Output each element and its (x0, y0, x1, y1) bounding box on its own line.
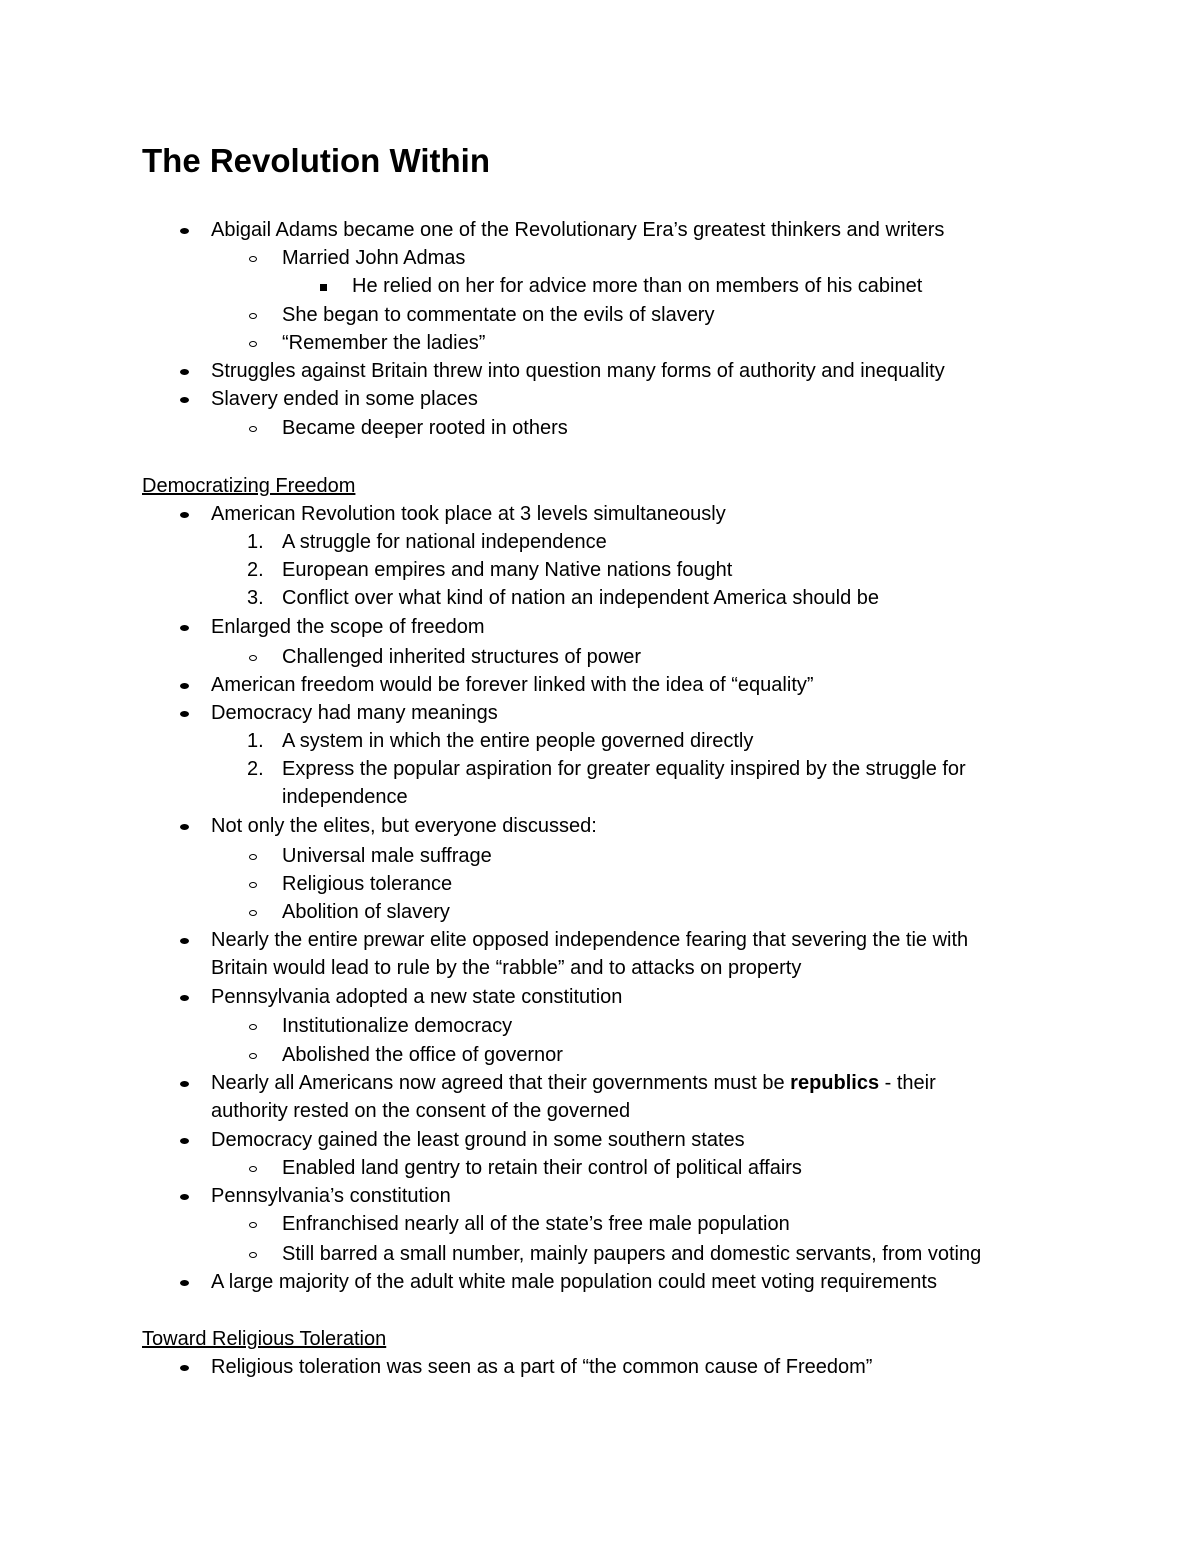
list-item: Religious tolerance (282, 873, 453, 895)
list-item: Pennsylvania adopted a new state constitution (211, 986, 623, 1008)
bullet-circle (249, 854, 257, 860)
list-item: “Remember the ladies” (282, 332, 486, 354)
section-heading-democratizing-freedom: Democratizing Freedom (142, 475, 356, 497)
bullet-disc (180, 683, 189, 689)
list-item-text: - their (879, 1072, 936, 1094)
bullet-circle (249, 256, 257, 262)
bullet-circle (249, 1053, 257, 1059)
bullet-disc (180, 824, 189, 830)
bullet-disc (180, 1365, 189, 1371)
section-heading-religious-toleration: Toward Religious Toleration (142, 1328, 387, 1350)
bullet-circle (249, 1024, 257, 1030)
list-number: 2. (247, 758, 264, 780)
page-title: The Revolution Within (142, 142, 490, 179)
list-item: Democracy gained the least ground in some southern states (211, 1129, 745, 1151)
bullet-disc (180, 1280, 189, 1286)
bullet-disc (180, 369, 189, 375)
list-item: Abolition of slavery (282, 901, 450, 923)
list-item: She began to commentate on the evils of slavery (282, 304, 715, 326)
list-item (211, 1069, 936, 1097)
list-item-continuation: Britain would lead to rule by the “rabble” and to attacks on property (211, 957, 802, 979)
bullet-disc (180, 1081, 189, 1087)
bullet-square (320, 284, 327, 291)
bullet-disc (180, 938, 189, 944)
list-item: Nearly the entire prewar elite opposed independence fearing that severing the tie with (211, 929, 969, 951)
list-item-continuation: independence (282, 786, 408, 808)
bullet-disc (180, 711, 189, 717)
list-item-continuation: authority rested on the consent of the governed (211, 1100, 631, 1122)
list-item: Challenged inherited structures of power (282, 646, 642, 668)
bullet-disc (180, 228, 189, 234)
list-item: Enfranchised nearly all of the state’s free male population (282, 1213, 790, 1235)
list-item: Democracy had many meanings (211, 702, 498, 724)
list-item: A struggle for national independence (282, 531, 607, 553)
list-item: He relied on her for advice more than on members of his cabinet (352, 275, 923, 297)
list-number: 1. (247, 730, 264, 752)
list-item: Institutionalize democracy (282, 1015, 513, 1037)
bullet-circle (249, 1252, 257, 1258)
bullet-disc (180, 397, 189, 403)
list-item: Express the popular aspiration for greater equality inspired by the struggle for (282, 758, 966, 780)
list-number: 2. (247, 559, 264, 581)
bullet-circle (249, 313, 257, 319)
list-item: Abigail Adams became one of the Revolutionary Era’s greatest thinkers and writers (211, 219, 945, 241)
bold-term-republics: republics (790, 1072, 880, 1094)
list-item: Not only the elites, but everyone discussed: (211, 815, 597, 837)
list-item: Became deeper rooted in others (282, 417, 568, 439)
list-item: Slavery ended in some places (211, 388, 478, 410)
bullet-disc (180, 512, 189, 518)
bullet-disc (180, 995, 189, 1001)
list-item: Conflict over what kind of nation an independent America should be (282, 587, 880, 609)
list-item: Enlarged the scope of freedom (211, 616, 485, 638)
list-item: Pennsylvania’s constitution (211, 1185, 451, 1207)
bullet-circle (249, 1222, 257, 1228)
list-item: Married John Admas (282, 247, 466, 269)
list-item: A large majority of the adult white male population could meet voting requirements (211, 1271, 937, 1293)
bullet-disc (180, 1138, 189, 1144)
bullet-circle (249, 1166, 257, 1172)
list-item: American freedom would be forever linked with the idea of “equality” (211, 674, 814, 696)
list-item: A system in which the entire people governed directly (282, 730, 754, 752)
list-item: Religious toleration was seen as a part of “the common cause of Freedom” (211, 1356, 873, 1378)
bullet-circle (249, 910, 257, 916)
list-item: Universal male suffrage (282, 845, 492, 867)
list-item: Struggles against Britain threw into question many forms of authority and inequality (211, 360, 945, 382)
bullet-circle (249, 341, 257, 347)
list-item: European empires and many Native nations fought (282, 559, 733, 581)
list-item-text: Nearly all Americans now agreed that their governments must be (211, 1072, 791, 1094)
list-item: Abolished the office of governor (282, 1044, 563, 1066)
list-item: Still barred a small number, mainly paupers and domestic servants, from voting (282, 1243, 982, 1265)
bullet-disc (180, 1194, 189, 1200)
list-item: American Revolution took place at 3 levels simultaneously (211, 503, 726, 525)
list-item: Enabled land gentry to retain their control of political affairs (282, 1157, 802, 1179)
bullet-circle (249, 655, 257, 661)
list-number: 3. (247, 587, 264, 609)
bullet-disc (180, 625, 189, 631)
bullet-circle (249, 882, 257, 888)
list-number: 1. (247, 531, 264, 553)
bullet-circle (249, 426, 257, 432)
